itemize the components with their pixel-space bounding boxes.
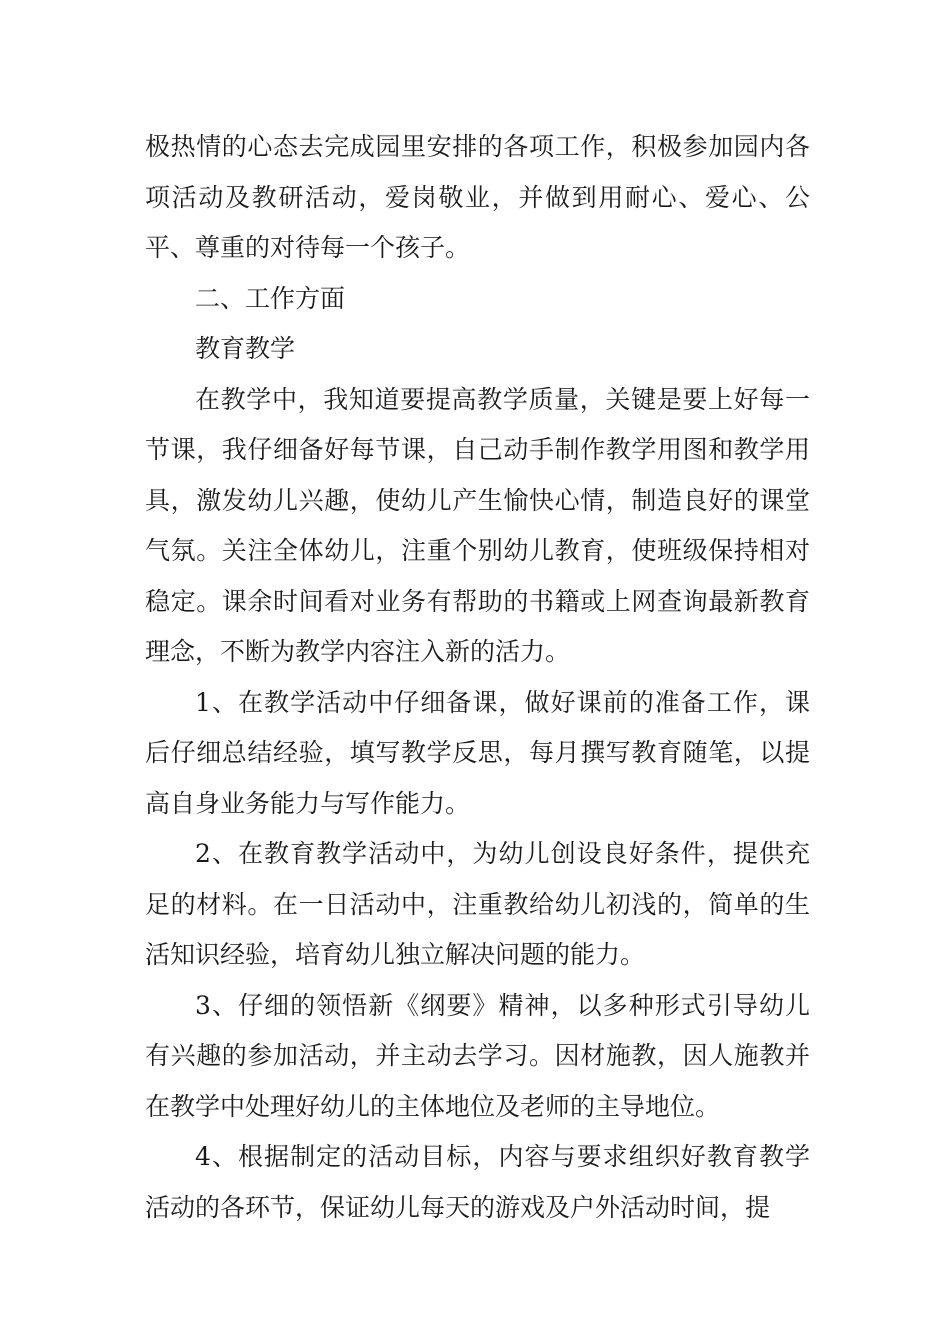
paragraph-item-3: 3、仔细的领悟新《纲要》精神，以多种形式引导幼儿有兴趣的参加活动，并主动去学习。因材施教，因人施教并在教学中处理好幼儿的主体地位及老师的主导地位。 (145, 990, 810, 1121)
section-heading-work: 二、工作方面 (195, 283, 346, 313)
paragraph-item-4: 4、根据制定的活动目标，内容与要求组织好教育教学活动的各环节，保证幼儿每天的游戏及户外活动时间，提 (145, 1142, 810, 1222)
paragraph-item-2: 2、在教育教学活动中，为幼儿创设良好条件，提供充足的材料。在一日活动中，注重教给幼儿初浅的，简单的生活知识经验，培育幼儿独立解决问题的能力。 (145, 839, 810, 969)
subsection-heading-teaching: 教育教学 (195, 334, 296, 363)
paragraph-item-1: 1、在教学活动中仔细备课，做好课前的准备工作，课后仔细总结经验，填写教学反思，每月撰写教育随笔，以提高自身业务能力与写作能力。 (145, 687, 810, 818)
document-body (145, 122, 810, 1233)
paragraph-teaching-intro: 在教学中，我知道要提高教学质量，关键是要上好每一节课，我仔细备好每节课，自己动手制作教学用图和教学用具，激发幼儿兴趣，使幼儿产生愉快心情，制造良好的课堂气氛。关注全体幼儿，注重个别幼儿教育，使班级保持相对稳定。课余时间看对业务有帮助的书籍或上网查询最新教育理念，不断为教学内容注入新的活力。 (145, 384, 810, 666)
paragraph-continuation: 极热情的心态去完成园里安排的各项工作，积极参加园内各项活动及教研活动，爱岗敬业，并做到用耐心、爱心、公平、尊重的对待每一个孩子。 (145, 132, 810, 262)
